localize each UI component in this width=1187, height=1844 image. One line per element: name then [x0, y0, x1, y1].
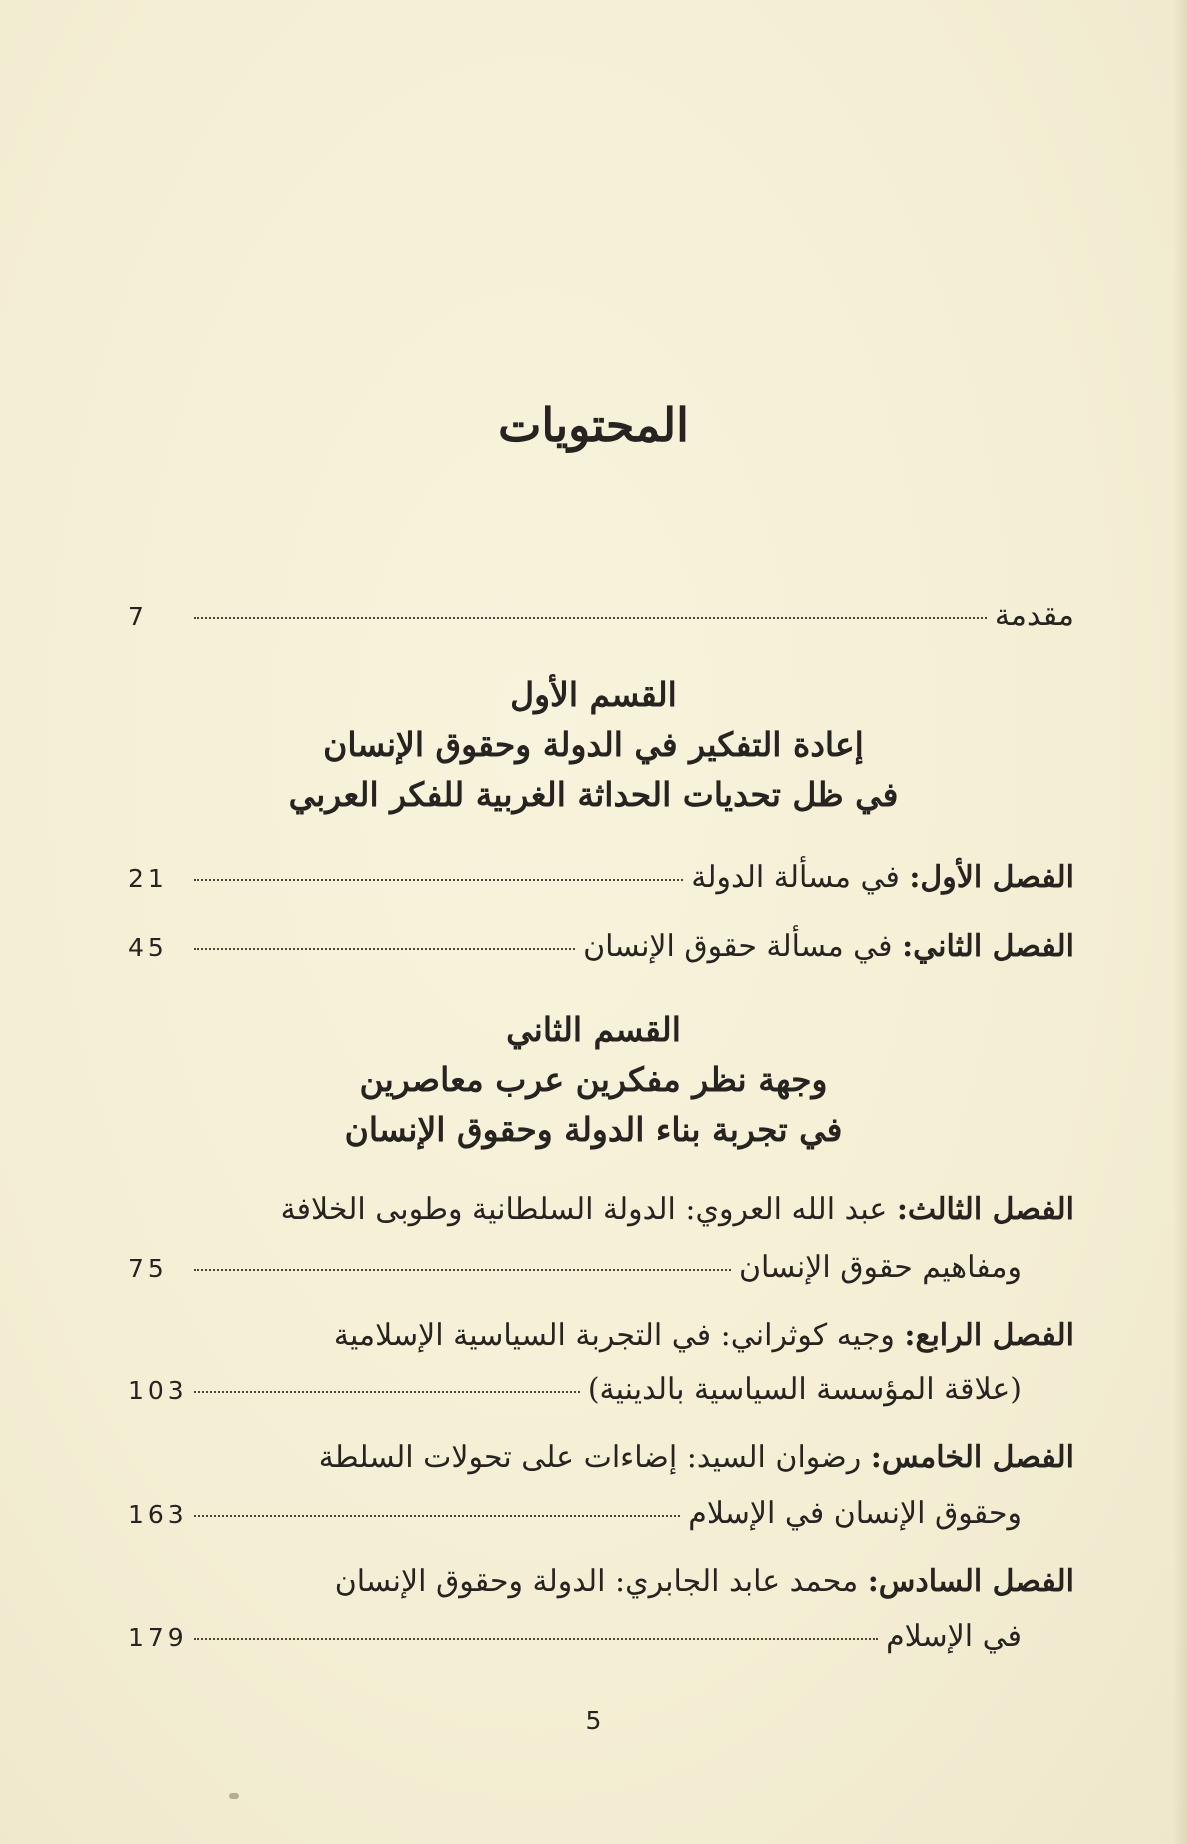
part-one-line-2: في ظل تحديات الحداثة الغربية للفكر العربي — [288, 775, 899, 814]
toc-entry-chapter-5[interactable] — [128, 1496, 1074, 1531]
chapter-prefix: الفصل الثالث: — [896, 1192, 1074, 1227]
toc-label — [691, 860, 1074, 895]
chapter-title: في مسألة حقوق الإنسان — [583, 929, 903, 964]
toc-page-number: 45 — [128, 933, 168, 962]
toc-entry-chapter-6-title[interactable] — [128, 1564, 1074, 1599]
toc-entry-chapter-3-title[interactable] — [128, 1192, 1074, 1227]
toc-entry-chapter-4-title[interactable] — [128, 1318, 1074, 1353]
chapter-title-continuation: وحقوق الإنسان في الإسلام — [688, 1496, 1022, 1531]
toc-entry-chapter-4[interactable] — [128, 1372, 1074, 1407]
part-one-title: القسم الأول — [510, 675, 677, 714]
part-two-line-2: في تجربة بناء الدولة وحقوق الإنسان — [344, 1110, 843, 1149]
toc-label: مقدمة — [994, 598, 1074, 633]
contents-title: المحتويات — [498, 398, 689, 452]
dot-leader — [194, 1391, 580, 1393]
chapter-prefix: الفصل الأول: — [909, 860, 1074, 895]
toc-page-number: 21 — [128, 864, 168, 893]
dot-leader — [194, 948, 575, 950]
chapter-prefix: الفصل الخامس: — [870, 1440, 1074, 1475]
dot-leader — [194, 1269, 731, 1271]
toc-page-number: 75 — [128, 1254, 168, 1283]
toc-page-number: 103 — [128, 1376, 188, 1405]
chapter-title-continuation: ومفاهيم حقوق الإنسان — [738, 1250, 1022, 1285]
chapter-title: في مسألة الدولة — [691, 860, 910, 895]
toc-entry-chapter-5-title[interactable] — [128, 1440, 1074, 1475]
toc-page-number: 163 — [128, 1500, 188, 1529]
toc-entry-chapter-1[interactable] — [128, 860, 1074, 895]
toc-entry-chapter-6[interactable] — [128, 1619, 1074, 1654]
chapter-title: محمد عابد الجابري: الدولة وحقوق الإنسان — [334, 1564, 868, 1599]
paper-smudge — [229, 1793, 239, 1799]
toc-entry-intro[interactable] — [128, 598, 1074, 633]
toc-entry-chapter-3[interactable] — [128, 1250, 1074, 1285]
dot-leader — [194, 617, 987, 619]
chapter-prefix: الفصل الثاني: — [902, 929, 1074, 964]
chapter-prefix: الفصل الرابع: — [904, 1318, 1074, 1353]
chapter-title: رضوان السيد: إضاءات على تحولات السلطة — [318, 1440, 871, 1475]
dot-leader — [194, 1638, 878, 1640]
dot-leader — [194, 879, 683, 881]
chapter-title-continuation: (علاقة المؤسسة السياسية بالدينية) — [587, 1372, 1022, 1407]
part-two-line-1: وجهة نظر مفكرين عرب معاصرين — [359, 1060, 828, 1099]
part-one-line-1: إعادة التفكير في الدولة وحقوق الإنسان — [323, 725, 864, 764]
part-two-heading — [0, 1005, 1187, 1155]
page-number: 5 — [585, 1706, 602, 1735]
toc-entry-chapter-2[interactable] — [128, 929, 1074, 964]
chapter-title-continuation: في الإسلام — [886, 1619, 1022, 1654]
dot-leader — [194, 1515, 680, 1517]
toc-page-number: 7 — [128, 602, 148, 631]
chapter-prefix: الفصل السادس: — [867, 1564, 1074, 1599]
part-two-title: القسم الثاني — [506, 1010, 681, 1049]
part-one-heading — [0, 670, 1187, 820]
chapter-title: عبد الله العروي: الدولة السلطانية وطوبى الخلافة — [280, 1192, 897, 1227]
chapter-title: وجيه كوثراني: في التجربة السياسية الإسلامية — [333, 1318, 905, 1353]
page-edge-shadow — [1173, 0, 1187, 1844]
toc-page-number: 179 — [128, 1623, 188, 1652]
toc-label — [583, 929, 1074, 964]
